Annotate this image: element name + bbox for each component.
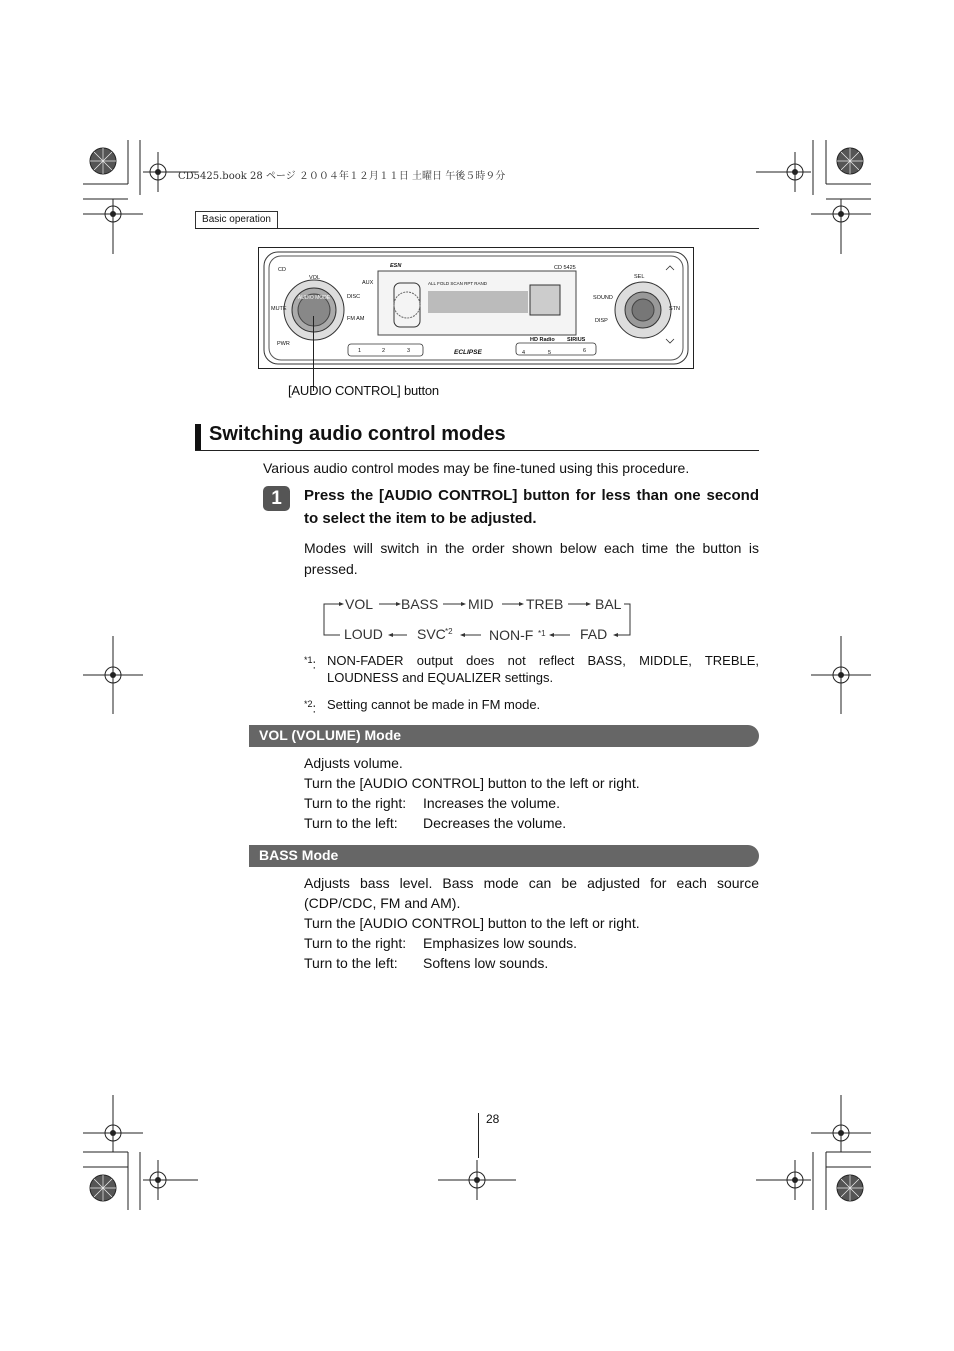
vol-mode-body — [304, 753, 759, 833]
esn-label: ESN — [390, 263, 402, 269]
stn-label: STN — [669, 306, 680, 312]
cd-label: CD — [278, 267, 286, 273]
intro-text: Various audio control modes may be fine-tuned using this procedure. — [263, 460, 690, 476]
footnote-2-text: Setting cannot be made in FM mode. — [327, 697, 541, 712]
header-rule — [195, 228, 759, 229]
flow-bass: BASS — [401, 596, 439, 612]
bass-mode-body — [304, 873, 759, 973]
bass-line-1: Adjusts bass level. Bass mode can be adjusted for each source (CDP/CDC, FM and AM). — [304, 875, 759, 911]
footnote-1 — [304, 652, 759, 686]
preset-6: 6 — [583, 348, 587, 354]
car-stereo-illustration — [258, 247, 694, 369]
bass-left-key: Turn to the left: — [304, 955, 398, 971]
flow-vol: VOL — [345, 596, 374, 612]
vol-left-value: Decreases the volume. — [423, 815, 567, 831]
preset-2: 2 — [382, 348, 386, 354]
heading-rule — [195, 450, 759, 451]
bass-left-value: Softens low sounds. — [423, 955, 549, 971]
model-label: CD 5425 — [554, 265, 576, 271]
vol-mode-title-bar — [249, 725, 759, 747]
step-number-badge: 1 — [263, 486, 290, 511]
eclipse-logo: ECLIPSE — [454, 349, 482, 356]
flow-treb: TREB — [526, 596, 564, 612]
callout-label: [AUDIO CONTROL] button — [288, 383, 439, 398]
bass-right-row — [304, 933, 759, 953]
print-job-header: CD5425.book 28 ページ ２００４年１２月１１日 土曜日 午後５時９分 — [178, 171, 506, 182]
fm-am-label: FM AM — [347, 316, 365, 322]
step-description: Modes will switch in the order shown below each time the button is pressed. — [304, 540, 759, 577]
vol-left-row — [304, 813, 759, 833]
vol-mode-title: VOL (VOLUME) Mode — [259, 727, 402, 743]
preset-5: 5 — [548, 350, 552, 356]
flow-svc: SVC — [417, 626, 446, 642]
vol-left-key: Turn to the left: — [304, 815, 398, 831]
preset-1: 1 — [358, 348, 362, 354]
hd-radio-logo: HD Radio — [530, 337, 555, 343]
bass-left-row — [304, 953, 759, 973]
callout-leader-line — [313, 316, 314, 391]
mute-label: MUTE — [271, 306, 287, 312]
vol-line-2: Turn the [AUDIO CONTROL] button to the left or right. — [304, 775, 640, 791]
bass-mode-title-bar — [249, 845, 759, 867]
vol-right-row — [304, 793, 759, 813]
heading-bar — [195, 424, 201, 451]
knob-label: AUDIO MODE — [297, 295, 331, 301]
section-tab: Basic operation — [195, 211, 278, 229]
footnote-2 — [304, 696, 759, 716]
preset-3: 3 — [407, 348, 411, 354]
bass-right-key: Turn to the right: — [304, 935, 407, 951]
section-heading: Switching audio control modes — [209, 423, 506, 445]
flow-fad: FAD — [580, 626, 608, 642]
sirius-logo: SIRIUS — [567, 337, 586, 343]
bass-mode-title: BASS Mode — [259, 847, 339, 863]
flow-non-f: NON-F — [489, 627, 534, 643]
pwr-label: PWR — [277, 341, 290, 347]
sel-label: SEL — [634, 274, 645, 280]
aux-label: AUX — [362, 280, 374, 286]
bass-line-2: Turn the [AUDIO CONTROL] button to the left or right. — [304, 915, 640, 931]
footnote-1-sep: : — [312, 656, 317, 672]
flow-non-f-mark: *1 — [538, 629, 546, 638]
flow-bal: BAL — [595, 596, 622, 612]
footnote-2-sep: : — [312, 700, 317, 716]
flow-svc-mark: *2 — [445, 627, 453, 636]
vol-line-1: Adjusts volume. — [304, 755, 403, 771]
flow-loud: LOUD — [344, 626, 383, 642]
bass-right-value: Emphasizes low sounds. — [423, 935, 578, 951]
footnote-1-mark: *1 — [304, 655, 313, 665]
page-number: 28 — [486, 1112, 500, 1126]
flow-mid: MID — [468, 596, 494, 612]
disp-label: DISP — [595, 318, 608, 324]
vol-right-key: Turn to the right: — [304, 795, 407, 811]
vol-right-value: Increases the volume. — [423, 795, 560, 811]
sound-label: SOUND — [593, 295, 613, 301]
lcd-top-label: ALL FOLD SCAN RPT RAND — [428, 281, 488, 286]
disc-label: DISC — [347, 294, 361, 300]
mode-cycle-diagram — [315, 591, 645, 651]
footnote-1-text: NON-FADER output does not reflect BASS, MIDDLE, TREBLE, LOUDNESS and EQUALIZER settings. — [327, 653, 759, 685]
vol-label: VOL — [309, 275, 321, 281]
page-number-rule — [478, 1113, 479, 1158]
step-instruction: Press the [AUDIO CONTROL] button for less than one second to select the item to be adjusted. — [304, 487, 759, 527]
footnote-2-mark: *2 — [304, 699, 313, 709]
preset-4: 4 — [522, 350, 526, 356]
